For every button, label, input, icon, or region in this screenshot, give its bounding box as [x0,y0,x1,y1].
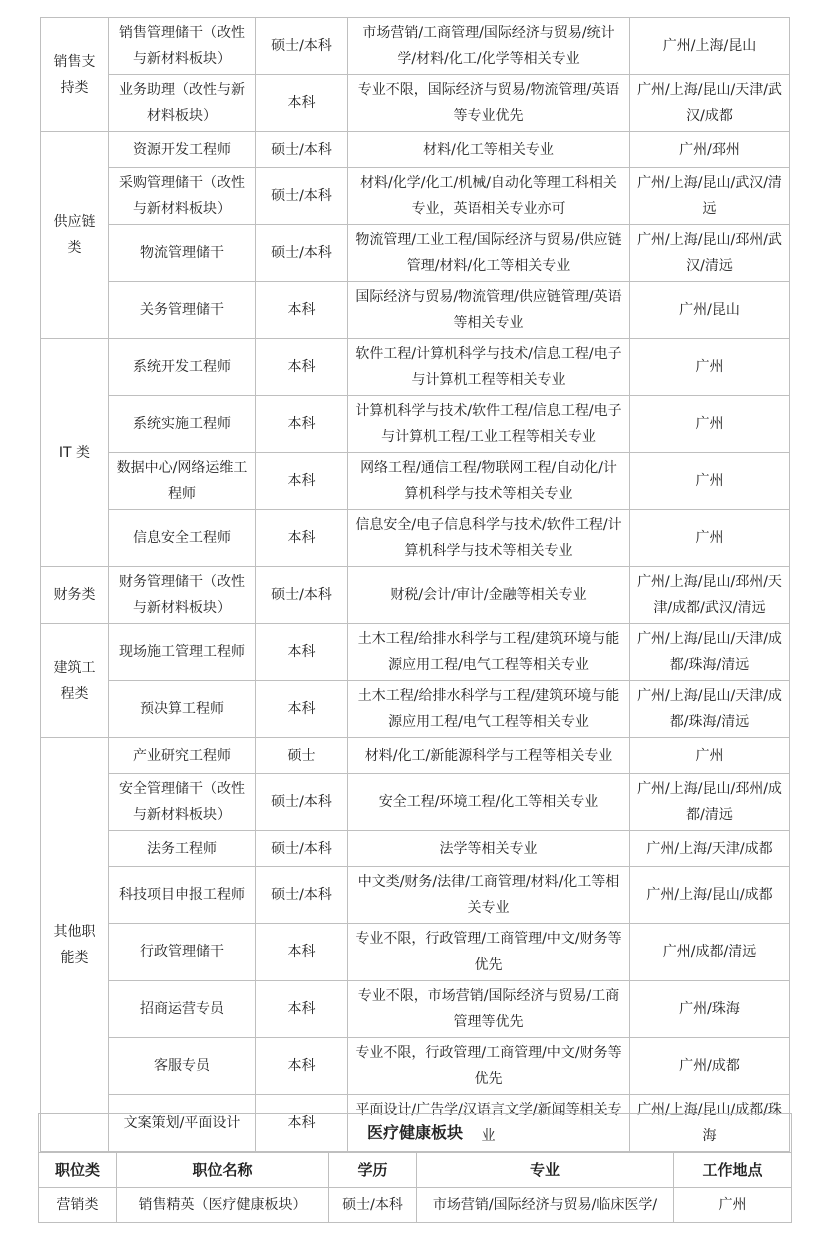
cell-major: 网络工程/通信工程/物联网工程/自动化/计算机科学与技术等相关专业 [348,453,630,510]
cell-name: 数据中心/网络运维工程师 [109,453,256,510]
cell-degree: 本科 [256,1095,348,1152]
table-row [41,924,790,981]
cell-location: 广州 [630,339,790,396]
cell-degree: 本科 [256,453,348,510]
cell-location: 广州 [630,510,790,567]
cell-name: 文案策划/平面设计 [109,1095,256,1152]
cell-location: 广州/上海/昆山/天津/成都/珠海/清远 [630,681,790,738]
cell-name: 物流管理储干 [109,225,256,282]
cell-major: 专业不限，行政管理/工商管理/中文/财务等优先 [348,1038,630,1095]
cell-location: 广州/上海/昆山/邳州/武汉/清远 [630,225,790,282]
cell-degree: 硕士 [256,738,348,774]
cell-name: 业务助理（改性与新材料板块） [109,75,256,132]
jobs-table-main [40,17,790,1152]
header-category: 职位类 [39,1153,117,1188]
cell-degree: 本科 [256,981,348,1038]
cell-location: 广州/邳州 [630,132,790,168]
cell-name: 财务管理储干（改性与新材料板块） [109,567,256,624]
cell-degree: 硕士/本科 [256,225,348,282]
table-row [41,396,790,453]
cell-location: 广州/珠海 [630,981,790,1038]
cell-degree: 硕士/本科 [256,567,348,624]
cell-degree: 本科 [256,681,348,738]
table-row [41,567,790,624]
cell-location: 广州/上海/昆山/武汉/清远 [630,168,790,225]
cell-major: 市场营销/工商管理/国际经济与贸易/统计学/材料/化工/化学等相关专业 [348,18,630,75]
cell-location: 广州 [630,396,790,453]
cell-degree: 本科 [256,624,348,681]
table-row [41,168,790,225]
table-row [41,831,790,867]
cell-degree: 硕士/本科 [256,831,348,867]
cell-major: 法学等相关专业 [348,831,630,867]
cell-degree: 本科 [256,510,348,567]
cell-name: 安全管理储干（改性与新材料板块） [109,774,256,831]
cell-major: 材料/化工/新能源科学与工程等相关专业 [348,738,630,774]
cell-location: 广州 [630,738,790,774]
table-row [41,225,790,282]
cell-location: 广州 [674,1188,792,1223]
cell-degree: 本科 [256,1038,348,1095]
cell-location: 广州/上海/昆山/成都/珠海 [630,1095,790,1152]
cell-degree: 本科 [256,282,348,339]
cell-degree: 硕士/本科 [256,867,348,924]
cell-location: 广州/成都/清远 [630,924,790,981]
cell-degree: 硕士/本科 [329,1188,417,1223]
cell-major: 信息安全/电子信息科学与技术/软件工程/计算机科学与技术等相关专业 [348,510,630,567]
header-row [39,1153,792,1188]
cell-major: 土木工程/给排水科学与工程/建筑环境与能源应用工程/电气工程等相关专业 [348,624,630,681]
cell-location: 广州/成都 [630,1038,790,1095]
cell-name: 资源开发工程师 [109,132,256,168]
table-row [41,18,790,75]
cell-major: 计算机科学与技术/软件工程/信息工程/电子与计算机工程/工业工程等相关专业 [348,396,630,453]
cell-degree: 本科 [256,396,348,453]
cell-major: 安全工程/环境工程/化工等相关专业 [348,774,630,831]
table-row [41,75,790,132]
cell-major: 土木工程/给排水科学与工程/建筑环境与能源应用工程/电气工程等相关专业 [348,681,630,738]
cell-major: 专业不限，国际经济与贸易/物流管理/英语等专业优先 [348,75,630,132]
cell-major: 专业不限，市场营销/国际经济与贸易/工商管理等优先 [348,981,630,1038]
header-degree: 学历 [329,1153,417,1188]
cell-name: 信息安全工程师 [109,510,256,567]
table-row [39,1188,792,1223]
cell-name: 系统开发工程师 [109,339,256,396]
cell-major: 中文类/财务/法律/工商管理/材料/化工等相关专业 [348,867,630,924]
cell-name: 产业研究工程师 [109,738,256,774]
cell-name: 科技项目申报工程师 [109,867,256,924]
table-row [41,132,790,168]
cell-major: 市场营销/国际经济与贸易/临床医学/ [417,1188,674,1223]
cell-degree: 硕士/本科 [256,132,348,168]
table-row [41,1038,790,1095]
cell-location: 广州/上海/昆山/天津/武汉/成都 [630,75,790,132]
cell-name: 系统实施工程师 [109,396,256,453]
cell-category: 建筑工程类 [41,624,109,738]
cell-degree: 硕士/本科 [256,774,348,831]
table-row [41,624,790,681]
cell-category: 供应链类 [41,132,109,339]
cell-location: 广州/上海/昆山/天津/成都/珠海/清远 [630,624,790,681]
cell-degree: 硕士/本科 [256,168,348,225]
cell-name: 预决算工程师 [109,681,256,738]
cell-degree: 本科 [256,75,348,132]
cell-name: 客服专员 [109,1038,256,1095]
cell-category: IT 类 [41,339,109,567]
cell-name: 采购管理储干（改性与新材料板块） [109,168,256,225]
cell-name: 关务管理储干 [109,282,256,339]
cell-category: 销售支持类 [41,18,109,132]
cell-location: 广州/上海/天津/成都 [630,831,790,867]
header-position: 职位名称 [117,1153,329,1188]
cell-name: 招商运营专员 [109,981,256,1038]
cell-degree: 本科 [256,339,348,396]
cell-name: 现场施工管理工程师 [109,624,256,681]
cell-major: 平面设计/广告学/汉语言文学/新闻等相关专业 [348,1095,630,1152]
cell-location: 广州/上海/昆山/邳州/成都/清远 [630,774,790,831]
table-row [41,867,790,924]
cell-location: 广州/上海/昆山/邳州/天津/成都/武汉/清远 [630,567,790,624]
cell-major: 专业不限，行政管理/工商管理/中文/财务等优先 [348,924,630,981]
cell-major: 财税/会计/审计/金融等相关专业 [348,567,630,624]
cell-name: 行政管理储干 [109,924,256,981]
cell-location: 广州 [630,453,790,510]
medical-health-table [38,1113,792,1223]
cell-name: 法务工程师 [109,831,256,867]
cell-major: 材料/化工等相关专业 [348,132,630,168]
table-row [41,339,790,396]
cell-degree: 硕士/本科 [256,18,348,75]
table-row [41,453,790,510]
cell-name: 销售管理储干（改性与新材料板块） [109,18,256,75]
header-major: 专业 [417,1153,674,1188]
cell-location: 广州/上海/昆山 [630,18,790,75]
cell-major: 国际经济与贸易/物流管理/供应链管理/英语等相关专业 [348,282,630,339]
cell-category: 财务类 [41,567,109,624]
cell-location: 广州/昆山 [630,282,790,339]
cell-category: 营销类 [39,1188,117,1223]
table-row [41,681,790,738]
cell-major: 材料/化学/化工/机械/自动化等理工科相关专业，英语相关专业亦可 [348,168,630,225]
cell-category: 其他职能类 [41,738,109,1152]
header-location: 工作地点 [674,1153,792,1188]
cell-major: 物流管理/工业工程/国际经济与贸易/供应链管理/材料/化工等相关专业 [348,225,630,282]
table-row [41,774,790,831]
cell-major: 软件工程/计算机科学与技术/信息工程/电子与计算机工程等相关专业 [348,339,630,396]
cell-degree: 本科 [256,924,348,981]
table-row [41,981,790,1038]
cell-location: 广州/上海/昆山/成都 [630,867,790,924]
table-row [41,738,790,774]
section-title: 医疗健康板块 [39,1114,792,1153]
table-row [41,510,790,567]
table-row [41,282,790,339]
cell-position: 销售精英（医疗健康板块） [117,1188,329,1223]
